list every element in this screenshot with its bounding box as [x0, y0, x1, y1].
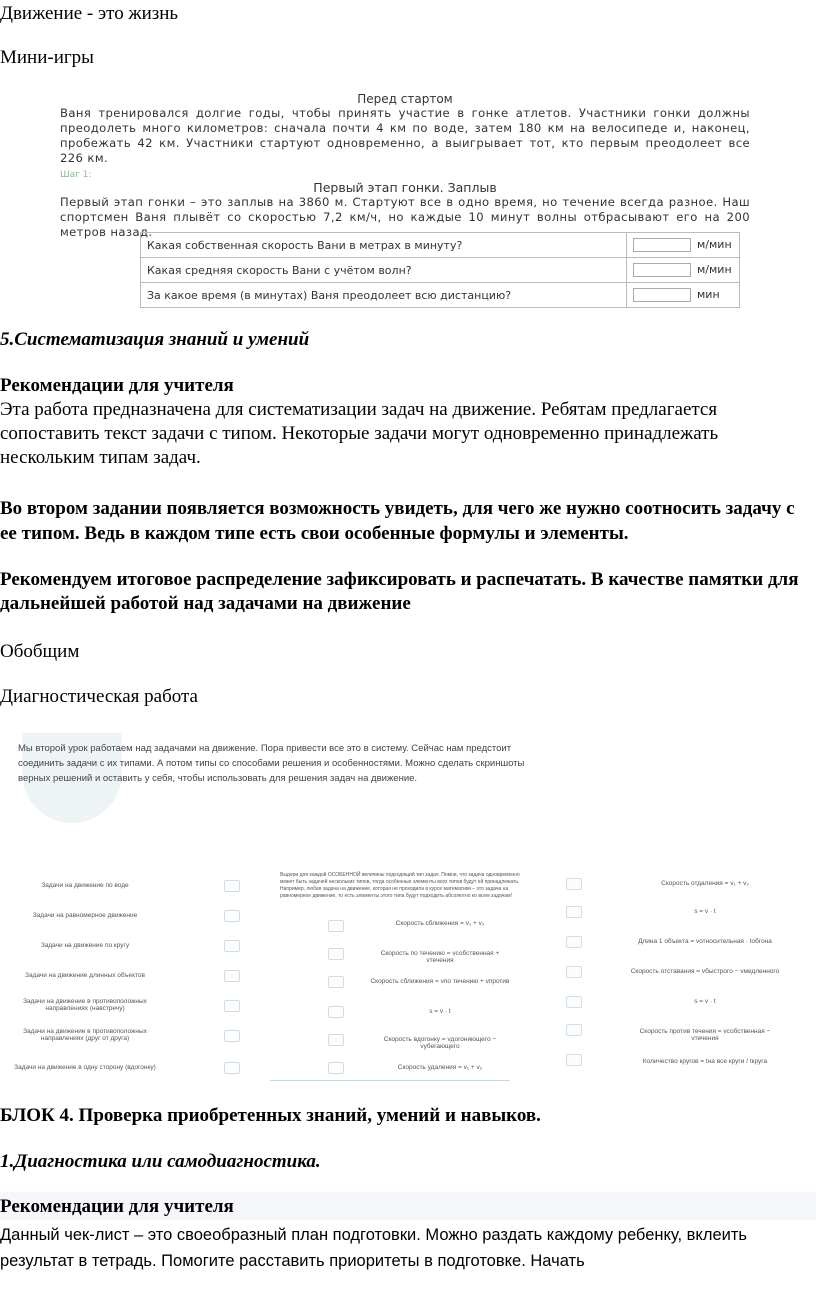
answer-input[interactable] — [633, 238, 691, 252]
match-select[interactable] — [566, 1054, 582, 1066]
formula: s = v · t — [694, 908, 716, 915]
answer-input[interactable] — [633, 288, 691, 302]
table-row — [141, 258, 740, 283]
divider-line — [270, 1080, 510, 1081]
recommendations-heading: Рекомендации для учителя — [0, 375, 234, 396]
section-title: 5.Систематизация знаний и умений — [0, 329, 310, 350]
diagnostic-label: Диагностическая работа — [0, 686, 198, 707]
checklist-text: результат в тетрадь. Помогите расставить приоритеты в подготовке. Начать — [0, 1252, 585, 1270]
match-select[interactable] — [328, 920, 344, 932]
formula: Скорость против течения = vсобственная − vтечения — [639, 1028, 771, 1042]
task-type: Задачи на равномерное движение — [32, 912, 138, 919]
formula: Скорость по течению = vсобственная + vтечения — [380, 950, 500, 964]
question-table — [140, 232, 740, 308]
unit-label: м/мин — [697, 238, 732, 251]
task-type: Задачи на движение длинных объектов — [25, 972, 145, 979]
table-row — [141, 283, 740, 308]
task-type: Задачи на движение по кругу — [40, 942, 130, 949]
intro-screenshot — [0, 733, 560, 823]
formula: s = v · t — [429, 1008, 451, 1015]
formula: Скорость удаления = v₁ + v₂ — [397, 1064, 483, 1071]
match-select[interactable] — [566, 996, 582, 1008]
intro-text: Мы второй урок работаем над задачами на движение. Пора привести все это в систему. Сейчас нам предстоит соединить задачи с их типами. А потом типы со способами решения и особенностями. Можно сделать скриншоты верных решений и оставить у себя, чтобы использовать для решения задач на движение. — [18, 743, 525, 784]
match-select[interactable] — [328, 948, 344, 960]
match-select[interactable] — [328, 976, 344, 988]
bold-paragraph: Во втором задании появляется возможность увидеть, для чего же нужно соотносить задачу с ее типом. Ведь в каждом типе есть свои особенные формулы и элементы. — [0, 498, 795, 544]
stage-heading: Первый этап гонки. Заплыв — [313, 180, 497, 195]
table-row — [141, 233, 740, 258]
match-select[interactable] — [566, 966, 582, 978]
match-select[interactable] — [224, 940, 240, 952]
formula: Скорость сближения = vпо течению + vпротив — [370, 978, 510, 985]
formula: Скорость отставания = vбыстрого − vмедленного — [630, 968, 780, 975]
match-select[interactable] — [566, 878, 582, 890]
task-type: Задачи на движение по воде — [41, 882, 129, 889]
question-cell: Какая собственная скорость Вани в метрах в минуту? — [141, 233, 627, 258]
generalize-label: Обобщим — [0, 641, 80, 662]
formula: Количество кругов = tна все круги / tкруга — [642, 1058, 768, 1065]
stage-text: Первый этап гонки – это заплыв на 3860 м. Стартуют все в одно время, но течение всегда разное. Наш спортсмен Ваня плывёт со скоростью 7,2 км/ч, но каждые 10 минут волны отбрасывают его на 200 метров назад. — [60, 195, 750, 239]
diagnostic-title: 1.Диагностика или самодиагностика. — [0, 1151, 321, 1172]
block-title: БЛОК 4. Проверка приобретенных знаний, умений и навыков. — [0, 1105, 541, 1126]
task-type: Задачи на движение в противоположных направлениях (навстречу) — [23, 998, 147, 1012]
match-select[interactable] — [328, 1062, 344, 1074]
screenshot-heading: Перед стартом — [357, 92, 453, 106]
match-select[interactable] — [328, 1006, 344, 1018]
checklist-text: Данный чек-лист – это своеобразный план подготовки. Можно раздать каждому ребенку, вклеить — [0, 1226, 748, 1244]
step-label: Шаг 1: — [60, 170, 92, 180]
match-select[interactable] — [566, 1024, 582, 1036]
match-select[interactable] — [224, 970, 240, 982]
match-select[interactable] — [224, 1000, 240, 1012]
match-select[interactable] — [566, 906, 582, 918]
match-select[interactable] — [566, 936, 582, 948]
answer-input[interactable] — [633, 263, 691, 277]
formula: Скорость сближения = v₁ + v₂ — [395, 920, 485, 927]
page-title: Движение - это жизнь — [0, 3, 179, 24]
formula: Скорость отдаления = v₁ + v₂ — [661, 880, 749, 887]
mini-games-label: Мини-игры — [0, 47, 94, 68]
bold-paragraph: Рекомендуем итоговое распределение зафиксировать и распечатать. В качестве памятки для дальнейшей работой над задачами на движение — [0, 569, 799, 614]
match-select[interactable] — [224, 910, 240, 922]
match-select[interactable] — [328, 1034, 344, 1046]
recommendations-heading: Рекомендации для учителя — [0, 1196, 234, 1217]
unit-label: м/мин — [697, 263, 732, 276]
matching-instructions: Выдери для каждой ОСОБЕННОЙ величины подходящий тип задач. Помни, что задача одновременно может быть задачей нескольких типов, тогда особенные элементы всех типов будут ей принадлежать. Например, любая задача на движение, которая не проходила в курсе математики – это задача на равномерное движение, то есть элементы этого типа будут подходить абсолютно ко всем задачам! — [280, 872, 520, 899]
formula: Длина 1 объекта = vотносительная · tобгона — [638, 938, 772, 945]
match-select[interactable] — [224, 1030, 240, 1042]
screenshot-text: Ваня тренировался долгие годы, чтобы принять участие в гонке атлетов. Участники гонки должны преодолеть много километров: сначала почти 4 км по воде, затем 180 км на велосипеде и, наконец, пробежать 42 км. Участники стартуют одновременно, а выигрывает тот, кто первым преодолеет все 226 км. — [60, 106, 750, 165]
formula: s = v · t — [694, 998, 716, 1005]
task-type: Задачи на движение в противоположных направлениях (друг от друга) — [23, 1028, 147, 1042]
question-cell: За какое время (в минутах) Ваня преодолеет всю дистанцию? — [141, 283, 627, 308]
task-type: Задачи на движение в одну сторону (вдогонку) — [14, 1064, 156, 1071]
task-screenshot — [60, 92, 750, 302]
match-select[interactable] — [224, 1062, 240, 1074]
formula: Скорость вдогонку = vдогоняющего − vубегающего — [383, 1036, 497, 1050]
question-cell: Какая средняя скорость Вани с учётом волн? — [141, 258, 627, 283]
unit-label: мин — [697, 288, 720, 301]
matching-screenshot — [0, 868, 816, 1083]
match-select[interactable] — [224, 880, 240, 892]
recommendations-text: Эта работа предназначена для систематизации задач на движение. Ребятам предлагается сопоставить текст задачи с типом. Некоторые задачи могут одновременно принадлежать нескольким типам задач. — [0, 399, 719, 468]
